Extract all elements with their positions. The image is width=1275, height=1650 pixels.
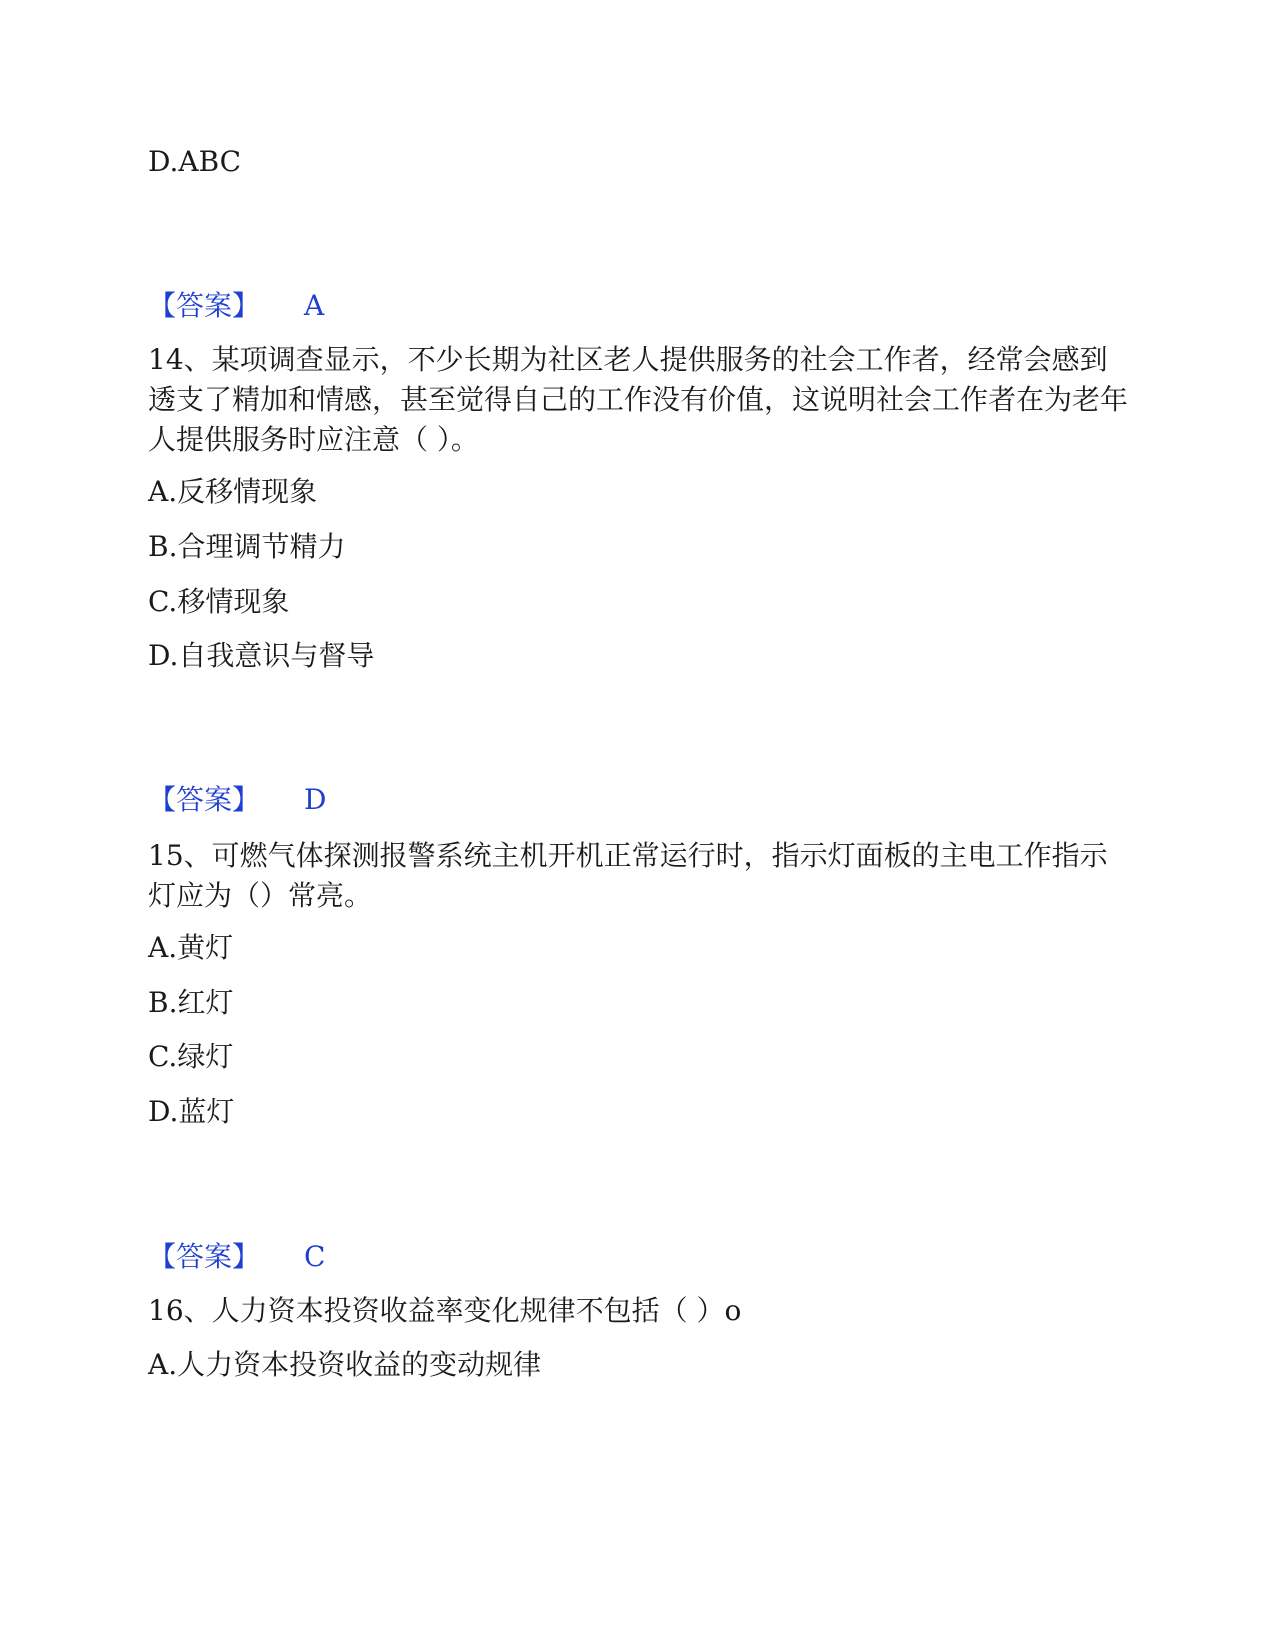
answer-row-q15 — [148, 1237, 325, 1277]
q15-option-d: D.蓝灯 — [148, 1095, 235, 1128]
q16-option-a: A.人力资本投资收益的变动规律 — [148, 1348, 542, 1381]
answer-value: A — [304, 289, 325, 322]
answer-label: 【答案】 — [148, 783, 261, 816]
question-14-text: 14、某项调查显示，不少长期为社区老人提供服务的社会工作者，经常会感到透支了精加和情感，甚至觉得自己的工作没有价值，这说明社会工作者在为老年人提供服务时应注意（ ）。 — [148, 343, 1129, 456]
answer-value: D — [304, 783, 327, 816]
option-d-q13: D.ABC — [148, 145, 242, 178]
q14-option-c: C.移情现象 — [148, 585, 290, 618]
q15-option-a: A.黄灯 — [148, 931, 234, 964]
q14-option-a: A.反移情现象 — [148, 475, 318, 508]
answer-value: C — [304, 1240, 326, 1273]
answer-row-q13 — [148, 286, 324, 326]
question-16-text: 16、人力资本投资收益率变化规律不包括（ ）o — [148, 1294, 742, 1327]
q15-option-b: B.红灯 — [148, 986, 234, 1019]
q14-option-b: B.合理调节精力 — [148, 530, 346, 563]
answer-row-q14 — [148, 780, 326, 820]
answer-label: 【答案】 — [148, 1240, 261, 1273]
q15-option-c: C.绿灯 — [148, 1040, 234, 1073]
question-15-text: 15、可燃气体探测报警系统主机开机正常运行时，指示灯面板的主电工作指示灯应为（）常亮。 — [148, 839, 1108, 912]
answer-label: 【答案】 — [148, 289, 261, 322]
q14-option-d: D.自我意识与督导 — [148, 639, 375, 672]
